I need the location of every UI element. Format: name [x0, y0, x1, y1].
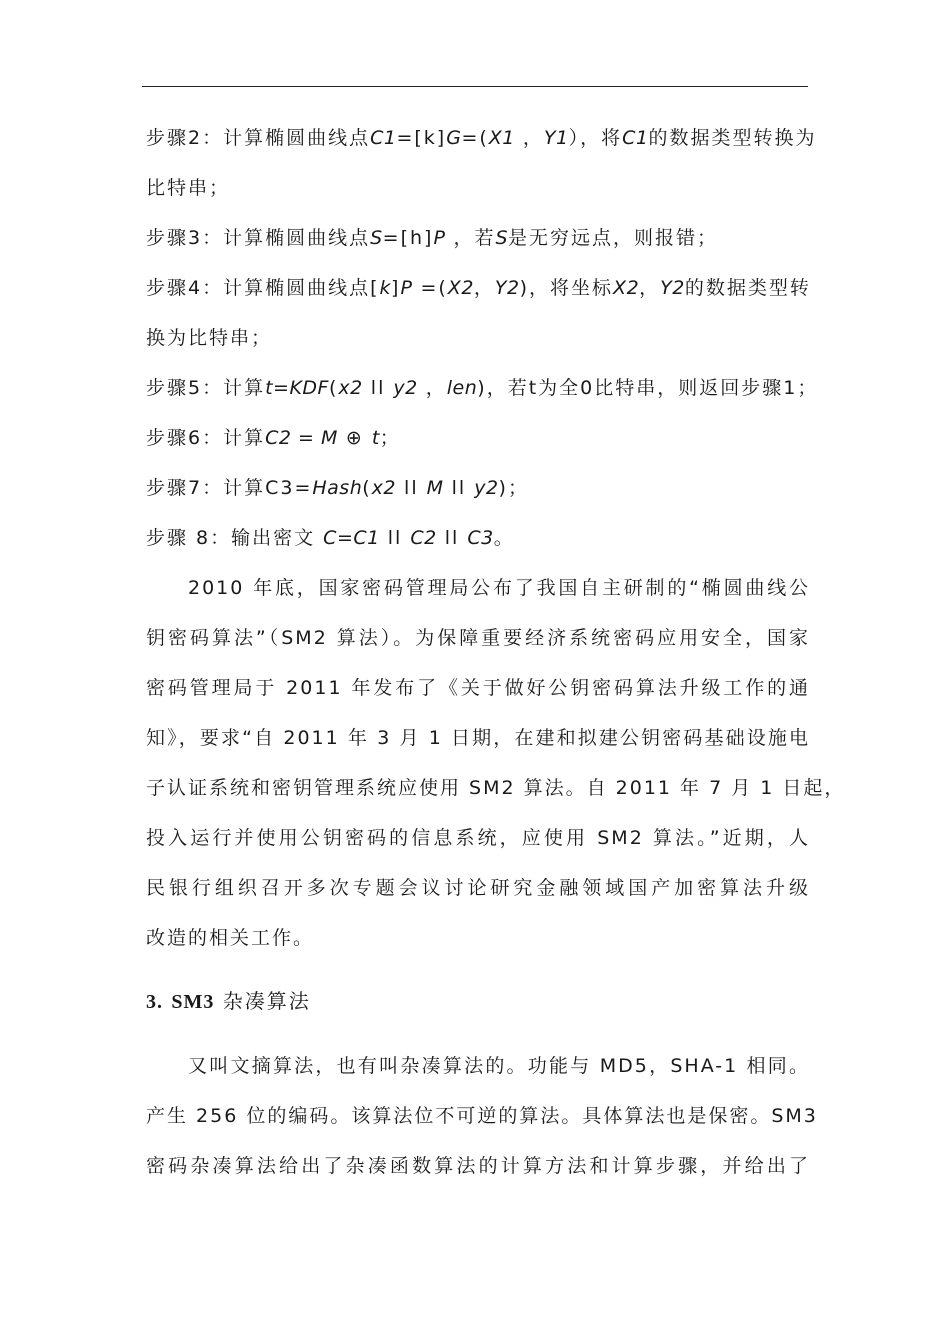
section-heading-sm3: [146, 979, 810, 1023]
paragraph-line: 投入运行并使用公钥密码的信息系统，应使用 SM2 算法。”近期，人: [146, 827, 810, 849]
step-2-continuation: 比特串；: [146, 177, 231, 199]
heading-title: 杂凑算法: [214, 989, 311, 1013]
sm3-paragraph: [146, 1041, 818, 1191]
step-7-line: 步骤7：计算C3=Hash(x2 ll M ll y2)；: [146, 477, 529, 499]
sm2-paragraph: [146, 563, 846, 963]
paragraph-line: 密码杂凑算法给出了杂凑函数算法的计算方法和计算步骤，并给出了: [146, 1155, 810, 1177]
paragraph-line: 民银行组织召开多次专题会议讨论研究金融领域国产加密算法升级: [146, 877, 810, 899]
step-6-line: 步骤6：计算C2 = M ⊕ t；: [146, 427, 401, 449]
step-4-line: 步骤4：计算椭圆曲线点[k]P =(X2，Y2)，将坐标X2，Y2的数据类型转: [146, 277, 811, 299]
paragraph-line: 钥密码算法”（SM2 算法）。为保障重要经济系统密码应用安全，国家: [146, 627, 810, 649]
step-5-line: 步骤5：计算t=KDF(x2 ll y2 ，len)，若t为全0比特串，则返回步骤1；: [146, 377, 819, 399]
header-rule: [142, 86, 808, 87]
paragraph-line: 2010 年底，国家密码管理局公布了我国自主研制的“椭圆曲线公: [188, 577, 810, 599]
heading-code: SM3: [171, 991, 215, 1013]
step-2-line: 步骤2：计算椭圆曲线点C1=[k]G=(X1 ，Y1），将C1的数据类型转换为: [146, 127, 817, 149]
paragraph-line: 改造的相关工作。: [146, 927, 315, 949]
paragraph-line: 知》，要求“自 2011 年 3 月 1 日期，在建和拟建公钥密码基础设施电: [146, 727, 810, 749]
paragraph-line: 密码管理局于 2011 年发布了《关于做好公钥密码算法升级工作的通: [146, 677, 810, 699]
document-body: [146, 113, 846, 1191]
step-8-line: 步骤 8：输出密文 C=C1 ll C2 ll C3。: [146, 527, 515, 549]
heading-number: 3.: [146, 991, 163, 1013]
step-3-line: 步骤3：计算椭圆曲线点S=[h]P ，若S是无穷远点，则报错；: [146, 227, 719, 249]
paragraph-line: 子认证系统和密钥管理系统应使用 SM2 算法。自 2011 年 7 月 1 日起，: [146, 777, 846, 799]
step-4-continuation: 换为比特串；: [146, 327, 273, 349]
paragraph-line: 产生 256 位的编码。该算法位不可逆的算法。具体算法也是保密。SM3: [146, 1105, 818, 1127]
paragraph-line: 又叫文摘算法，也有叫杂凑算法的。功能与 MD5，SHA-1 相同。: [188, 1055, 810, 1077]
